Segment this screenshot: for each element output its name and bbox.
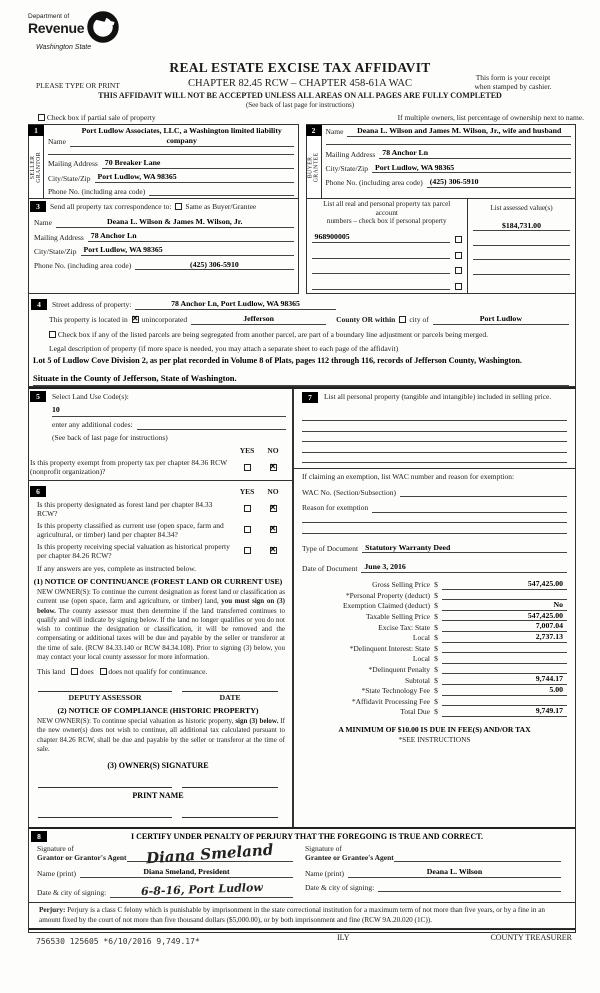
notice-compliance-title: (2) NOTICE OF COMPLIANCE (HISTORIC PROPERTY)	[57, 706, 259, 716]
seller-name-extra-line[interactable]	[48, 147, 294, 155]
receipt-note	[454, 73, 572, 92]
buyer-mailing-label: Mailing Address	[325, 149, 376, 159]
city-of-label: city of	[409, 314, 429, 324]
grantor-date-city-script: 6-8-16, Port Ludlow	[140, 880, 263, 899]
parcel-numbers-section	[306, 199, 468, 294]
corr-phone-label: Phone No. (including area code)	[34, 261, 132, 270]
buyer-section	[306, 124, 577, 199]
corr-city-label: City/State/Zip	[34, 246, 77, 256]
section1-badge: 1	[28, 125, 44, 136]
situate-line: Situate in the County of Jefferson, State of Washington.	[33, 373, 569, 386]
grantor-signature-value[interactable]	[127, 840, 293, 868]
land-use-code-value[interactable]: 10	[52, 405, 286, 417]
assessor-date-line[interactable]: DATE	[182, 691, 278, 703]
additional-codes-value[interactable]	[137, 421, 286, 430]
dollar-sign: $	[434, 654, 438, 664]
personal-property-section	[293, 389, 575, 827]
print-name-line-1[interactable]	[38, 817, 172, 819]
print-name-line-2[interactable]	[182, 817, 278, 819]
section5-yes-header: YES	[239, 445, 255, 455]
assessed-value-4[interactable]	[473, 267, 570, 275]
personal-property-line-5[interactable]	[302, 453, 567, 464]
stamp-fragment-text: ILY	[337, 933, 350, 942]
parcel-number-3[interactable]	[312, 265, 450, 274]
type-of-document-label: Type of Document	[302, 543, 359, 553]
fee-label-delinquent-interest: *Delinquent Interest: State	[349, 643, 430, 653]
owner-signature-line-2[interactable]	[182, 787, 278, 789]
fee-label-tech-fee: *State Technology Fee	[361, 686, 430, 696]
historical-question: Is this property receiving special valuation as historical property per chapter 84.26 RCW?	[37, 541, 230, 560]
personal-property-line-4[interactable]	[302, 442, 567, 453]
dollar-sign: $	[434, 696, 438, 706]
type-of-document-value[interactable]: Statutory Warranty Deed	[362, 543, 567, 554]
county-treasurer-label: COUNTY TREASURER	[490, 933, 572, 942]
receipt-note-line1: This form is your receipt	[475, 73, 551, 82]
notice-continuance-body: NEW OWNER(S): To continue the current designation as forest land or classification as current use (open space, farm and agriculture, or timber) land, you must sign on (3) below. The county assessor must then determine if the land transferred continues to qualify and will indicate by signing below. If the land no longer qualifies or you do not wish to continue the designation or classification, it will be removed and the compensating or additional taxes will be due and payable by the seller or transferor at the time of sale. (RCW 84.33.140 or RCW 84.34.108). Prior to signing (3) below, you may contact your local county assessor for more information.	[37, 587, 285, 662]
dollar-sign: $	[434, 580, 438, 590]
corr-mailing-label: Mailing Address	[34, 232, 84, 242]
correspondence-heading: Send all property tax correspondence to:	[50, 201, 172, 211]
seller-section	[28, 124, 299, 199]
nonprofit-no-checkbox[interactable]	[270, 464, 277, 471]
section6-badge: 6	[30, 486, 46, 497]
reason-extra-line-1[interactable]	[302, 513, 567, 524]
logo-revenue-text: Revenue	[28, 19, 85, 36]
section8-badge: 8	[31, 831, 47, 842]
multiple-owners-note: If multiple owners, list percentage of ownership next to name.	[397, 112, 584, 122]
print-name-heading: PRINT NAME	[132, 791, 184, 801]
grantee-name-print-value[interactable]: Deana L. Wilson	[348, 867, 561, 878]
parcel-number-4[interactable]	[312, 281, 450, 290]
grantor-name-print-label: Name (print)	[37, 868, 76, 878]
notice-compliance-body: NEW OWNER(S): To continue special valuation as historic property, sign (3) below. If the new owner(s) does not wish to continue, all additional tax calculated pursuant to chapter 84.26 RCW, shall be due and payable by the seller or transferor at the time of sale.	[37, 717, 285, 754]
dollar-sign: $	[434, 665, 438, 675]
parcel-personal-checkbox-2[interactable]	[455, 252, 462, 259]
section7-badge: 7	[302, 392, 318, 403]
assessed-heading: List assessed value(s)	[490, 203, 553, 212]
grantee-date-city-value[interactable]	[378, 883, 561, 892]
corr-city-value[interactable]: Port Ludlow, WA 98365	[81, 245, 294, 256]
buyer-city-value[interactable]: Port Ludlow, WA 98365	[372, 163, 571, 174]
land-does-not-checkbox[interactable]	[100, 668, 107, 675]
grantor-name-print-value[interactable]: Diana Smeland, President	[80, 867, 293, 878]
partial-sale-group	[38, 113, 156, 122]
corr-name-value[interactable]: Deana L. Wilson & James M. Wilson, Jr.	[56, 217, 294, 228]
seller-city-value[interactable]: Port Ludlow, WA 98365	[95, 172, 294, 183]
reason-value[interactable]	[372, 504, 567, 513]
nonprofit-question: Is this property exempt from property tax per chapter 84.36 RCW (nonprofit organization)?	[30, 458, 228, 477]
seller-name-value[interactable]: Port Ludlow Associates, LLC, a Washington limited liability company	[70, 126, 294, 146]
revenue-swirl-icon	[86, 10, 120, 44]
section5-see-back: (See back of last page for instructions)	[52, 432, 168, 442]
see-instructions-note: *SEE INSTRUCTIONS	[398, 735, 471, 745]
street-address-label: Street address of property:	[52, 299, 132, 309]
fee-value-gross[interactable]: 547,425.00	[527, 578, 563, 588]
seller-phone-label: Phone No. (including area code)	[48, 186, 146, 196]
property-location-section	[28, 294, 576, 387]
section3-badge: 3	[30, 201, 46, 212]
unincorporated-label: unincorporated	[141, 314, 188, 324]
seller-city-label: City/State/Zip	[48, 173, 91, 183]
see-back-note: (See back of last page for instructions)	[245, 101, 355, 109]
fee-value-taxable[interactable]: 547,425.00	[527, 610, 563, 620]
land-does-label: does	[79, 667, 94, 677]
buyer-city-label: City/State/Zip	[325, 163, 368, 173]
city-of-checkbox[interactable]	[399, 316, 406, 323]
partial-sale-checkbox[interactable]	[38, 114, 45, 121]
section6-no-header: NO	[267, 486, 279, 496]
forest-land-question: Is this property designated as forest land per chapter 84.33 RCW?	[37, 499, 213, 518]
grantee-signature-value[interactable]	[394, 848, 561, 862]
fee-label-delinquent-local: Local	[412, 654, 430, 664]
fee-label-local: Local	[412, 633, 430, 643]
fee-value-excise-state[interactable]: 7,007.04	[535, 621, 563, 631]
dollar-sign: $	[434, 601, 438, 611]
grantor-date-city-label: Date & city of signing:	[37, 888, 107, 898]
fee-table	[302, 579, 567, 717]
fee-label-excise-state: Excise Tax: State	[378, 622, 430, 632]
owners-signature-heading: (3) OWNER(S) SIGNATURE	[107, 761, 209, 771]
assessed-value-1[interactable]: $184,731.00	[473, 221, 570, 232]
located-in-label: This property is located in	[49, 314, 128, 324]
if-any-yes-note: If any answers are yes, complete as instructed below.	[37, 563, 197, 573]
exemption-heading: If claiming an exemption, list WAC number and reason for exemption:	[302, 472, 515, 482]
nonprofit-yes-checkbox[interactable]	[244, 464, 251, 471]
county-or-label: County OR within	[336, 314, 396, 324]
seller-mailing-label: Mailing Address	[48, 159, 98, 169]
fee-label-delinquent-penalty: *Delinquent Penalty	[368, 665, 430, 675]
minimum-fee-note: A MINIMUM OF $10.00 IS DUE IN FEE(S) AND/OR TAX	[338, 724, 531, 734]
forest-no-checkbox[interactable]	[270, 505, 277, 512]
assessed-value-2[interactable]	[473, 238, 570, 246]
fee-label-subtotal: Subtotal	[404, 675, 430, 685]
dollar-sign: $	[434, 622, 438, 632]
dollar-sign: $	[434, 707, 438, 717]
buyer-mailing-value[interactable]: 78 Anchor Ln	[379, 148, 571, 159]
grantor-date-city-value[interactable]	[110, 880, 293, 899]
cashier-receipt-stamp: 756530 125605 *6/10/2016 9,749.17*	[36, 937, 200, 946]
street-address-value[interactable]: 78 Anchor Ln, Port Ludlow, WA 98365	[135, 299, 335, 310]
grantor-signature-label: Signature of Grantor or Grantor's Agent	[37, 844, 127, 863]
additional-codes-label: enter any additional codes:	[52, 420, 133, 430]
notice-continuance-title: (1) NOTICE OF CONTINUANCE (FOREST LAND OR CURRENT USE)	[33, 577, 283, 587]
fee-label-total-due: Total Due	[400, 707, 430, 717]
grantee-signature-label: Signature of Grantee or Grantee's Agent	[305, 844, 394, 863]
corr-phone-value[interactable]: (425) 306-5910	[135, 260, 293, 271]
dollar-sign: $	[434, 590, 438, 600]
wac-label: WAC No. (Section/Subsection)	[302, 487, 396, 497]
assessed-value-3[interactable]	[473, 252, 570, 260]
parcel-personal-checkbox-3[interactable]	[455, 267, 462, 274]
section6-yes-header: YES	[239, 486, 255, 496]
wac-value[interactable]	[400, 488, 567, 497]
current-use-question: Is this property classified as current use (open space, farm and agricultural, or timber) land per chapter 84.34?	[37, 520, 224, 539]
city-value[interactable]: Port Ludlow	[433, 314, 569, 325]
fee-value-subtotal[interactable]: 9,744.17	[535, 674, 563, 684]
owner-signature-line-1[interactable]	[38, 787, 172, 789]
parcel-number-2[interactable]	[312, 250, 450, 259]
partial-sale-label: Check box if partial sale of property	[46, 112, 156, 122]
form-subtitle: CHAPTER 82.45 RCW – CHAPTER 458-61A WAC	[188, 77, 412, 89]
certify-statement: I CERTIFY UNDER PENALTY OF PERJURY THAT THE FOREGOING IS TRUE AND CORRECT.	[130, 831, 483, 841]
same-as-buyer-checkbox[interactable]	[175, 203, 182, 210]
county-treasurer-block	[337, 928, 572, 943]
dollar-sign: $	[434, 633, 438, 643]
fee-label-taxable: Taxable Selling Price	[365, 612, 430, 622]
seller-mailing-value[interactable]: 70 Breaker Lane	[102, 158, 294, 169]
certification-section	[28, 827, 576, 933]
grantee-name-print-label: Name (print)	[305, 868, 344, 878]
personal-property-line-3[interactable]	[302, 432, 567, 443]
parcel-number-1[interactable]: 968900005	[312, 232, 450, 243]
land-use-section	[29, 389, 293, 481]
perjury-notice: Perjury: Perjury is a class C felony which is punishable by imprisonment in the state correctional institution for a maximum term of not more than five years, or by a fine in an amount fixed by the court of not more than five thousand dollars ($5,000.00), or by both imprisonment and fine (RCW 9A.20.020 (1C)).	[29, 902, 575, 930]
fee-value-exemption[interactable]: No	[553, 600, 563, 610]
segregated-label: Check box if any of the listed parcels are being segregated from another parcel, are part of a boundary line adjustment or parcels being merged.	[57, 329, 488, 339]
please-type-label: PLEASE TYPE OR PRINT	[36, 81, 120, 90]
section2-badge: 2	[306, 125, 322, 136]
fee-label-processing-fee: *Affidavit Processing Fee	[351, 696, 430, 706]
segregated-checkbox[interactable]	[49, 331, 56, 338]
section5-badge: 5	[30, 391, 46, 402]
date-of-document-label: Date of Document	[302, 563, 358, 573]
personal-property-line-2[interactable]	[302, 421, 567, 432]
dollar-sign: $	[434, 675, 438, 685]
date-of-document-value[interactable]: June 3, 2016	[361, 562, 567, 573]
buyer-name-extra-line[interactable]	[326, 137, 572, 145]
dollar-sign: $	[434, 612, 438, 622]
unincorporated-checkbox[interactable]	[132, 316, 139, 323]
historical-no-checkbox[interactable]	[270, 547, 277, 554]
personal-property-heading: List all personal property (tangible and intangible) included in selling price.	[324, 391, 552, 401]
parcel-personal-checkbox-1[interactable]	[455, 236, 462, 243]
assessed-values-section	[468, 199, 576, 294]
forest-yes-checkbox[interactable]	[244, 505, 251, 512]
reason-extra-line-2[interactable]	[302, 523, 567, 534]
land-pre-label: This land	[37, 667, 66, 677]
fee-value-tech-fee[interactable]: 5.00	[549, 684, 563, 694]
designation-section	[29, 481, 293, 827]
fee-label-exemption: Exemption Claimed (deduct)	[342, 601, 430, 611]
fee-label-personal: *Personal Property (deduct)	[345, 590, 430, 600]
grantor-signature-script: Diana Smeland	[145, 840, 274, 868]
corr-mailing-value[interactable]: 78 Anchor Ln	[88, 231, 294, 242]
buyer-phone-label: Phone No. (including area code)	[325, 178, 423, 188]
county-value[interactable]: Jefferson	[191, 314, 326, 325]
form-title: REAL ESTATE EXCISE TAX AFFIDAVIT	[169, 60, 431, 75]
seller-phone-value[interactable]	[149, 187, 293, 196]
buyer-name-label: Name	[325, 127, 344, 137]
historical-yes-checkbox[interactable]	[244, 547, 251, 554]
current-use-no-checkbox[interactable]	[270, 526, 277, 533]
land-use-heading: Select Land Use Code(s):	[52, 391, 129, 401]
section4-badge: 4	[31, 299, 47, 310]
dor-logo	[28, 14, 148, 53]
dollar-sign: $	[434, 686, 438, 696]
seller-name-label: Name	[48, 137, 66, 147]
buyer-name-value[interactable]: Deana L. Wilson and James M. Wilson, Jr., wife and husband	[347, 126, 571, 137]
personal-property-line-1[interactable]	[302, 411, 567, 422]
land-does-checkbox[interactable]	[71, 668, 78, 675]
fee-value-local[interactable]: 2,737.13	[535, 631, 563, 641]
seller-grantor-side-label: SELLER GRANTOR	[29, 151, 42, 183]
dollar-sign: $	[434, 643, 438, 653]
parcel-heading: List all real and personal property tax parcel account numbers – check box if personal property	[323, 199, 451, 226]
reason-label: Reason for exemption	[302, 503, 369, 513]
grantee-date-city-label: Date & city of signing:	[305, 883, 375, 893]
land-does-not-label: does not qualify for continuance.	[108, 667, 208, 677]
same-as-buyer-label: Same as Buyer/Grantee	[185, 201, 257, 211]
parcel-personal-checkbox-4[interactable]	[455, 283, 462, 290]
deputy-assessor-line[interactable]: DEPUTY ASSESSOR	[38, 691, 172, 703]
buyer-grantee-side-label: BUYER GRANTEE	[307, 152, 320, 182]
logo-state-text: Washington State	[36, 44, 92, 51]
receipt-note-line2: when stamped by cashier.	[474, 82, 552, 92]
legal-description-value[interactable]: Lot 5 of Ludlow Cove Division 2, as per plat recorded in Volume 8 of Plats, pages 112 through 116, records of Jefferson County, Washington.	[33, 355, 522, 365]
tax-correspondence-section	[28, 199, 299, 294]
section5-no-header: NO	[267, 445, 279, 455]
buyer-phone-value[interactable]: (425) 306-5910	[427, 177, 571, 188]
corr-name-label: Name	[34, 218, 52, 228]
fee-value-total-due[interactable]: 9,749.17	[535, 706, 563, 716]
fee-label-gross: Gross Selling Price	[372, 580, 430, 590]
continuance-qualify-line	[37, 667, 286, 676]
acceptance-warning: THIS AFFIDAVIT WILL NOT BE ACCEPTED UNLESS ALL AREAS ON ALL PAGES ARE FULLY COMPLETED	[98, 91, 502, 100]
legal-description-label: Legal description of property (if more space is needed, you may attach a separate sheet to each page of the affidavit)	[49, 344, 399, 354]
logo-dept-text: Department of	[28, 13, 70, 20]
current-use-yes-checkbox[interactable]	[244, 526, 251, 533]
